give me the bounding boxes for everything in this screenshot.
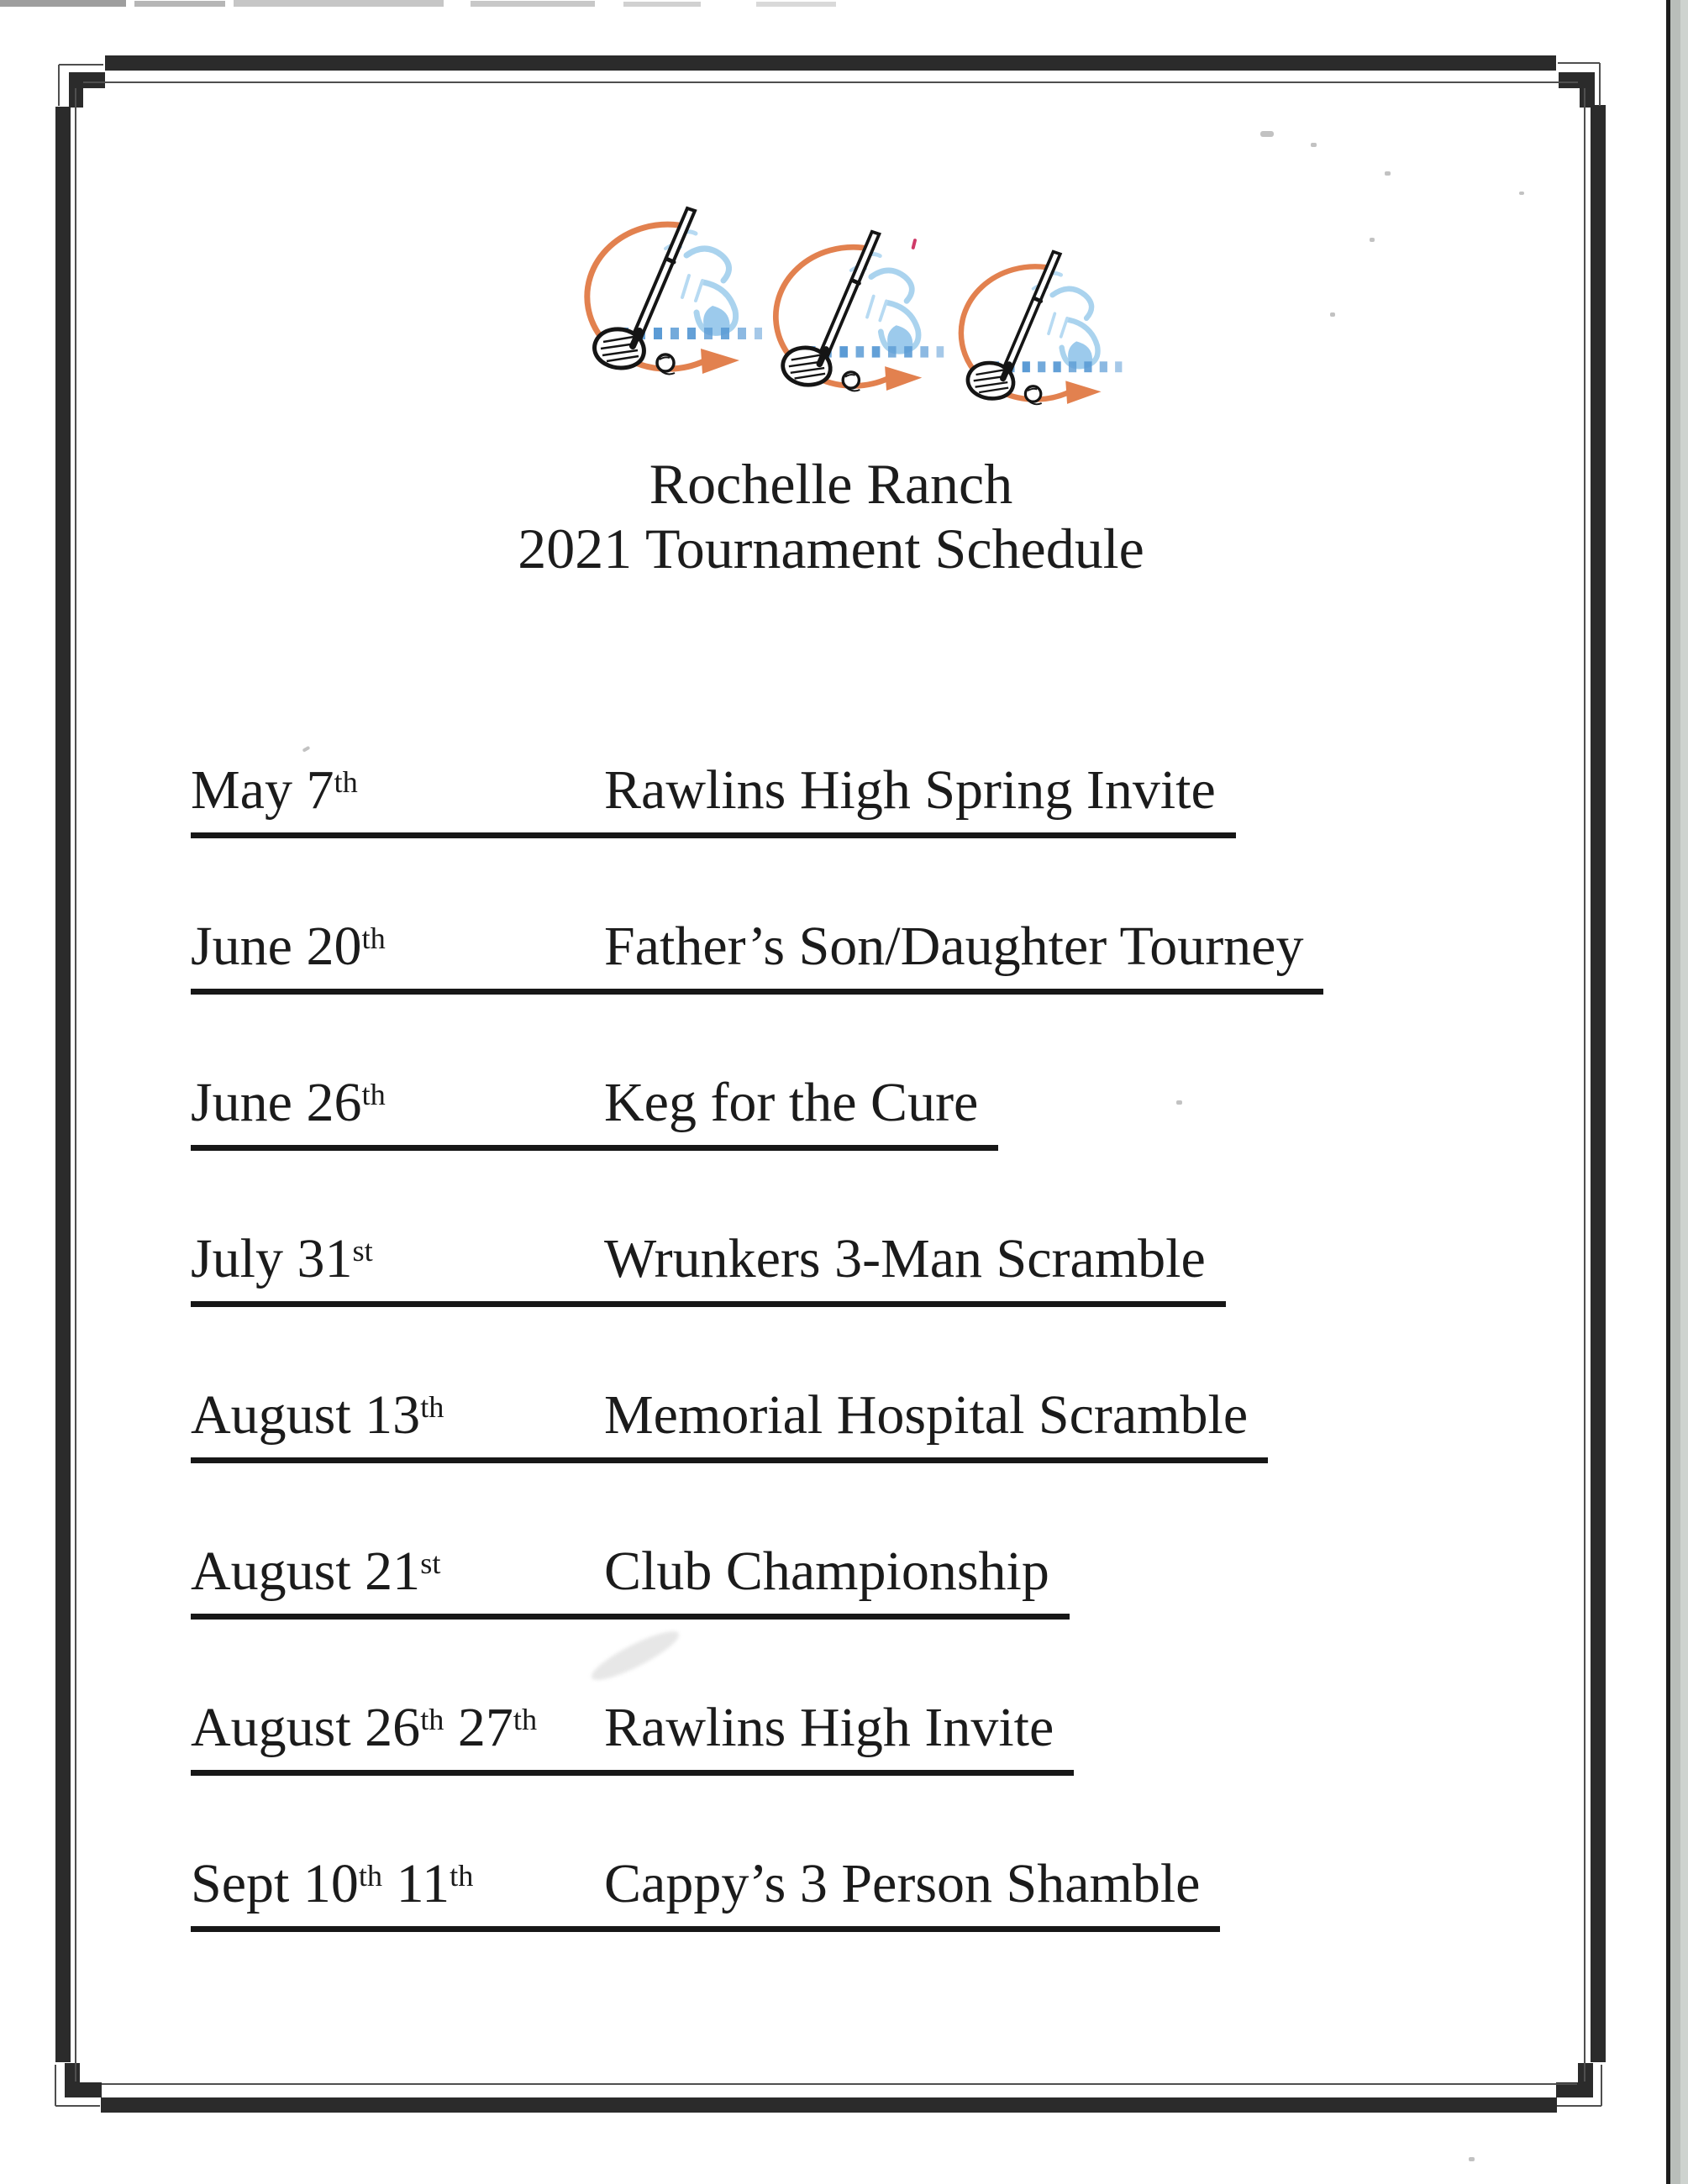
schedule-row (191, 1381, 1268, 1463)
golf-swing-icon (961, 252, 1123, 405)
row-event: Father’s Son/Daughter Tourney (604, 916, 1304, 977)
border-bar-top (105, 55, 1556, 71)
row-event: Cappy’s 3 Person Shamble (604, 1853, 1201, 1914)
row-event: Keg for the Cure (604, 1072, 979, 1133)
row-event: Club Championship (604, 1541, 1049, 1602)
schedule-list (191, 756, 1323, 2006)
schedule-row (191, 1537, 1070, 1620)
golf-swing-icon (776, 232, 944, 391)
row-date: July 31st (191, 1228, 373, 1289)
scan-streaks-top (0, 0, 836, 7)
schedule-row (191, 1225, 1226, 1307)
row-date: August 26th 27th (191, 1697, 538, 1758)
border-bar-bottom (101, 2097, 1557, 2113)
row-date: May 7th (191, 759, 358, 821)
border-corner-top-left (69, 72, 105, 108)
row-date: Sept 10th 11th (191, 1853, 474, 1914)
document-title (105, 452, 1557, 581)
border-corner-top-right (1559, 72, 1595, 108)
scan-edge-band (1666, 0, 1688, 2184)
row-event: Memorial Hospital Scramble (604, 1384, 1249, 1446)
document-title-line2: 2021 Tournament Schedule (518, 517, 1144, 580)
border-bar-left (55, 107, 71, 2062)
row-date: August 13th (191, 1384, 444, 1446)
row-date: June 20th (191, 916, 386, 977)
schedule-row (191, 1693, 1074, 1776)
schedule-row (191, 1850, 1220, 1932)
schedule-row (191, 1068, 998, 1151)
border-corner-bottom-right (1556, 2063, 1593, 2097)
schedule-row (191, 756, 1236, 838)
row-date: June 26th (191, 1072, 386, 1133)
golf-swing-icon (587, 208, 762, 374)
golf-clipart (521, 192, 1126, 444)
row-event: Rawlins High Invite (604, 1697, 1054, 1758)
row-event: Rawlins High Spring Invite (604, 759, 1216, 821)
row-event: Wrunkers 3-Man Scramble (604, 1228, 1206, 1289)
pink-speck (911, 239, 917, 250)
document-title-line1: Rochelle Ranch (649, 452, 1013, 516)
schedule-row (191, 912, 1323, 995)
border-bar-right (1591, 105, 1606, 2062)
row-date: August 21st (191, 1541, 441, 1602)
border-corner-bottom-left (65, 2063, 102, 2097)
